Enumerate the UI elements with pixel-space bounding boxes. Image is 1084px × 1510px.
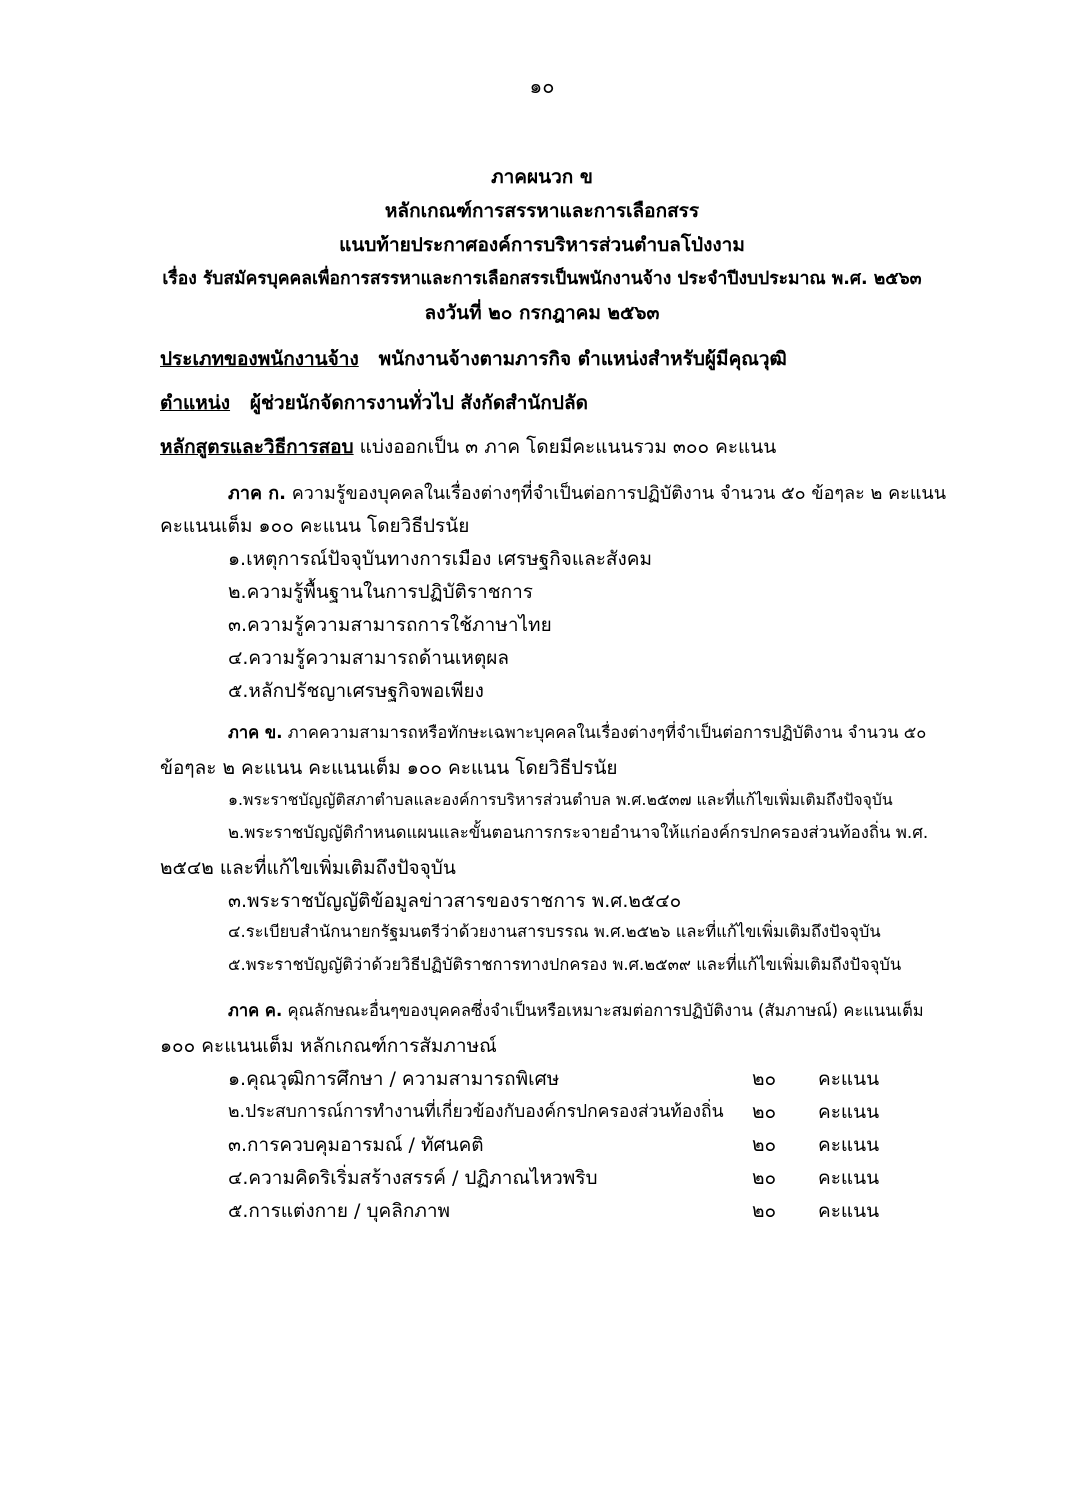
position-row: [160, 388, 588, 418]
part-a-text: ความรู้ของบุคคลในเรื่องต่างๆที่จำเป็นต่อการปฏิบัติงาน จำนวน ๕๐ ข้อๆละ ๒ คะแนน: [291, 483, 947, 504]
part-c-item-score: ๒๐: [752, 1068, 777, 1090]
part-c-item-unit: คะแนน: [818, 1200, 880, 1222]
part-a-item: ๒.ความรู้พื้นฐานในการปฏิบัติราชการ: [228, 581, 534, 603]
part-c-item-unit: คะแนน: [818, 1167, 880, 1189]
employee-type-value: พนักงานจ้างตามภารกิจ ตำแหน่งสำหรับผู้มีคุณวุฒิ: [378, 348, 787, 370]
part-b-text: ภาคความสามารถหรือทักษะเฉพาะบุคคลในเรื่องต่างๆที่จำเป็นต่อการปฏิบัติงาน จำนวน ๕๐: [287, 723, 927, 742]
part-c-label: ภาค ค.: [228, 1001, 283, 1020]
part-a-text-cont: คะแนนเต็ม ๑๐๐ คะแนน โดยวิธีปรนัย: [160, 515, 470, 537]
part-c-item-name: ๔.ความคิดริเริ่มสร้างสรรค์ / ปฏิภาณไหวพริบ: [228, 1167, 598, 1189]
part-c-item-score: ๒๐: [752, 1101, 777, 1123]
part-c-text: คุณลักษณะอื่นๆของบุคคลซึ่งจำเป็นหรือเหมาะสมต่อการปฏิบัติงาน (สัมภาษณ์) คะแนนเต็ม: [287, 1001, 924, 1020]
part-b-item: ๓.พระราชบัญญัติข้อมูลข่าวสารของราชการ พ.ศ.๒๕๔๐: [228, 890, 682, 912]
part-c-item-name: ๓.การควบคุมอารมณ์ / ทัศนคติ: [228, 1134, 484, 1156]
part-c-item-score: ๒๐: [752, 1200, 777, 1222]
part-b-item-cont: ๒๕๔๒ และที่แก้ไขเพิ่มเติมถึงปัจจุบัน: [160, 857, 456, 879]
employee-type-label: ประเภทของพนักงานจ้าง: [160, 348, 359, 370]
part-c-item-name: ๒.ประสบการณ์การทำงานที่เกี่ยวข้องกับองค์กรปกครองส่วนท้องถิ่น: [228, 1102, 724, 1122]
part-b-label: ภาค ข.: [228, 723, 283, 742]
part-c-item-unit: คะแนน: [818, 1134, 880, 1156]
course-value: แบ่งออกเป็น ๓ ภาค โดยมีคะแนนรวม ๓๐๐ คะแนน: [359, 436, 777, 458]
part-a-intro: [228, 478, 946, 507]
part-c-item-score: ๒๐: [752, 1167, 777, 1189]
part-b-item: ๒.พระราชบัญญัติกำหนดแผนและขั้นตอนการกระจายอำนาจให้แก่องค์กรปกครองส่วนท้องถิ่น พ.ศ.: [228, 822, 929, 842]
subject-line: เรื่อง รับสมัครบุคคลเพื่อการสรรหาและการเลือกสรรเป็นพนักงานจ้าง ประจำปีงบประมาณ พ.ศ. ๒๕๖๓: [162, 269, 922, 289]
part-c-intro: [228, 998, 924, 1024]
part-b-text-cont: ข้อๆละ ๒ คะแนน คะแนนเต็ม ๑๐๐ คะแนน โดยวิธีปรนัย: [160, 757, 618, 779]
announcement-ref: แนบท้ายประกาศองค์การบริหารส่วนตำบลโป่งงาม: [339, 234, 745, 256]
part-a-item: ๔.ความรู้ความสามารถด้านเหตุผล: [228, 647, 510, 669]
part-c-text-cont: ๑๐๐ คะแนนเต็ม หลักเกณฑ์การสัมภาษณ์: [160, 1035, 497, 1057]
part-c-item-unit: คะแนน: [818, 1068, 880, 1090]
part-c-item-name: ๑.คุณวุฒิการศึกษา / ความสามารถพิเศษ: [228, 1068, 560, 1090]
appendix-title: ภาคผนวก ข: [491, 166, 593, 188]
part-a-label: ภาค ก.: [228, 483, 287, 504]
part-a-item: ๓.ความรู้ความสามารถการใช้ภาษาไทย: [228, 614, 552, 636]
position-label: ตำแหน่ง: [160, 392, 231, 414]
part-c-item-name: ๕.การแต่งกาย / บุคลิกภาพ: [228, 1200, 451, 1222]
part-a-item: ๕.หลักปรัชญาเศรษฐกิจพอเพียง: [228, 680, 484, 702]
part-a-item: ๑.เหตุการณ์ปัจจุบันทางการเมือง เศรษฐกิจและสังคม: [228, 548, 653, 570]
criteria-title: หลักเกณฑ์การสรรหาและการเลือกสรร: [384, 200, 700, 222]
course-row: [160, 432, 776, 462]
date-line: ลงวันที่ ๒๐ กรกฎาคม ๒๕๖๓: [424, 302, 660, 324]
page-number: ๑๐: [529, 74, 555, 98]
position-value: ผู้ช่วยนักจัดการงานทั่วไป สังกัดสำนักปลัด: [249, 392, 588, 414]
part-b-intro: [228, 720, 926, 746]
course-label: หลักสูตรและวิธีการสอบ: [160, 436, 354, 458]
part-b-item: ๕.พระราชบัญญัติว่าด้วยวิธีปฏิบัติราชการทางปกครอง พ.ศ.๒๕๓๙ และที่แก้ไขเพิ่มเติมถึงปัจจุบัน: [228, 955, 902, 974]
part-b-item: ๔.ระเบียบสำนักนายกรัฐมนตรีว่าด้วยงานสารบรรณ พ.ศ.๒๕๒๖ และที่แก้ไขเพิ่มเติมถึงปัจจุบัน: [228, 922, 881, 941]
part-b-item: ๑.พระราชบัญญัติสภาตำบลและองค์การบริหารส่วนตำบล พ.ศ.๒๕๓๗ และที่แก้ไขเพิ่มเติมถึงปัจจุบัน: [228, 790, 893, 809]
part-c-item-unit: คะแนน: [818, 1101, 880, 1123]
employee-type-row: [160, 344, 787, 374]
part-c-item-score: ๒๐: [752, 1134, 777, 1156]
